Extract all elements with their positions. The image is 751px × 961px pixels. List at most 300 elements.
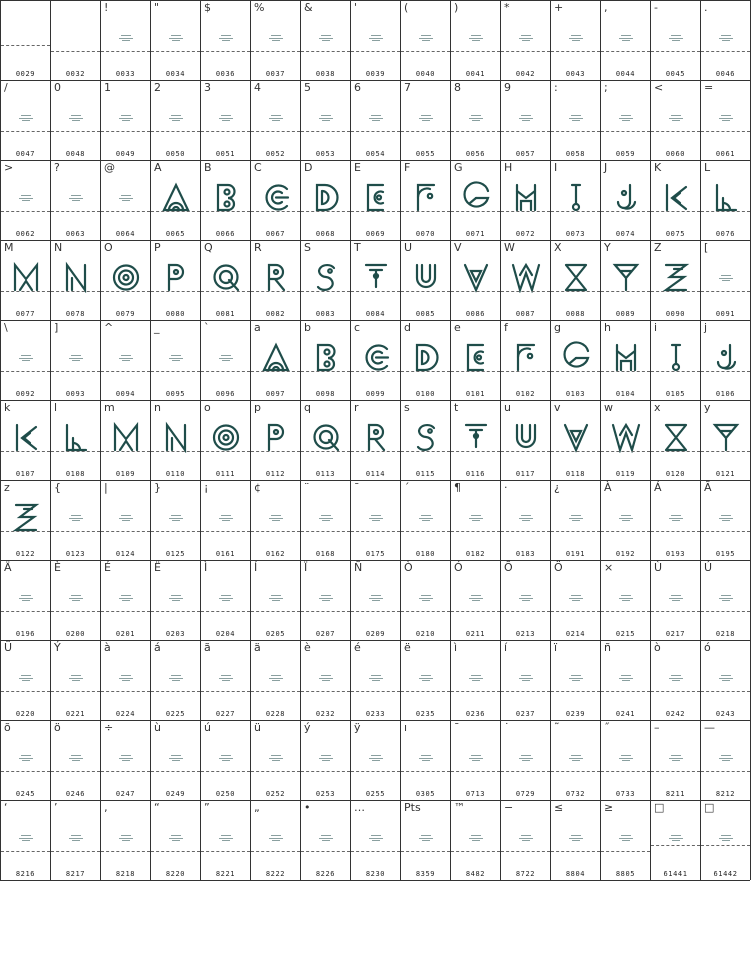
baseline-dash [201, 611, 250, 612]
baseline-dash [451, 771, 500, 772]
character-label: O [104, 241, 113, 254]
character-code: 0252 [265, 790, 286, 798]
baseline-dash [501, 131, 550, 132]
character-code: 0099 [365, 390, 386, 398]
character-code: 0038 [315, 70, 336, 78]
baseline-dash [351, 771, 400, 772]
character-code: 0227 [215, 710, 236, 718]
character-label: W [504, 241, 515, 254]
missing-glyph-placeholder [68, 354, 84, 364]
character-label: Ü [4, 641, 13, 654]
character-label: ” [204, 801, 210, 814]
glyph-preview [260, 181, 292, 213]
character-code: 0732 [565, 790, 586, 798]
glyph-cell [150, 160, 200, 240]
character-code: 0084 [365, 310, 386, 318]
character-code: 0203 [165, 630, 186, 638]
character-label: ( [404, 1, 409, 14]
baseline-dash [101, 371, 150, 372]
character-code: 0088 [565, 310, 586, 318]
missing-glyph-placeholder [218, 674, 234, 684]
character-code: 0125 [165, 550, 186, 558]
missing-glyph-placeholder [118, 514, 134, 524]
glyph-cell [700, 0, 750, 80]
glyph-preview [10, 501, 42, 533]
character-label: , [604, 1, 608, 14]
baseline-dash [551, 851, 600, 852]
glyph-preview [610, 421, 642, 453]
baseline-dash [351, 851, 400, 852]
character-code: 0228 [265, 710, 286, 718]
character-code: 0121 [715, 470, 736, 478]
glyph-cell [600, 800, 650, 881]
glyph-cell [150, 720, 200, 800]
character-label: ú [204, 721, 211, 734]
character-label: e [454, 321, 461, 334]
glyph-preview [660, 341, 692, 373]
glyph-preview [160, 261, 192, 293]
character-label: R [254, 241, 262, 254]
character-code: 0204 [215, 630, 236, 638]
glyph-cell [350, 80, 400, 160]
missing-glyph-placeholder [468, 114, 484, 124]
glyph-preview [510, 341, 542, 373]
baseline-dash [451, 851, 500, 852]
character-label: ‚ [104, 801, 108, 814]
baseline-dash [101, 771, 150, 772]
character-label: : [554, 81, 558, 94]
character-label: Ï [304, 561, 308, 574]
glyph-cell [350, 720, 400, 800]
character-label: ‘ [4, 801, 8, 814]
character-label: − [504, 801, 514, 814]
glyph-cell [450, 320, 500, 400]
character-code: 0034 [165, 70, 186, 78]
glyph-preview [310, 341, 342, 373]
baseline-dash [351, 371, 400, 372]
missing-glyph-placeholder [368, 594, 384, 604]
character-code: 0237 [515, 710, 536, 718]
glyph-cell [150, 240, 200, 320]
glyph-cell [250, 320, 300, 400]
character-code: 0049 [115, 150, 136, 158]
baseline-dash [651, 51, 700, 52]
character-label: @ [104, 161, 115, 174]
character-label: y [704, 401, 711, 414]
character-label: H [504, 161, 513, 174]
baseline-dash [401, 51, 450, 52]
glyph-cell [250, 80, 300, 160]
baseline-dash [401, 291, 450, 292]
character-code: 0101 [465, 390, 486, 398]
glyph-cell [500, 240, 550, 320]
character-code: 0080 [165, 310, 186, 318]
glyph-cell [350, 640, 400, 720]
baseline-dash [601, 211, 650, 212]
character-label: Ã [704, 481, 712, 494]
baseline-dash [601, 371, 650, 372]
character-label: Ñ [354, 561, 363, 574]
character-code: 0113 [315, 470, 336, 478]
glyph-preview [710, 421, 742, 453]
baseline-dash [151, 51, 200, 52]
character-label: v [554, 401, 561, 414]
character-label: $ [204, 1, 211, 14]
missing-glyph-placeholder [268, 594, 284, 604]
baseline-dash [501, 691, 550, 692]
character-label: 9 [504, 81, 511, 94]
missing-glyph-placeholder [618, 834, 634, 844]
missing-glyph-placeholder [468, 514, 484, 524]
glyph-cell [450, 160, 500, 240]
glyph-cell [600, 80, 650, 160]
baseline-dash [101, 51, 150, 52]
glyph-cell [300, 560, 350, 640]
baseline-dash [1, 131, 50, 132]
glyph-preview [160, 181, 192, 213]
character-label: ÿ [354, 721, 361, 734]
character-code: 0087 [515, 310, 536, 318]
glyph-cell [50, 400, 100, 480]
character-code: 0060 [665, 150, 686, 158]
character-label: d [404, 321, 411, 334]
baseline-dash [101, 291, 150, 292]
glyph-cell [700, 240, 750, 320]
missing-glyph-placeholder [18, 354, 34, 364]
missing-glyph-placeholder [518, 754, 534, 764]
baseline-dash [701, 451, 750, 452]
glyph-preview [360, 181, 392, 213]
missing-glyph-placeholder [168, 354, 184, 364]
missing-glyph-placeholder [118, 594, 134, 604]
missing-glyph-placeholder [468, 34, 484, 44]
missing-glyph-placeholder [368, 754, 384, 764]
character-code: 8217 [65, 870, 86, 878]
character-label: “ [154, 801, 160, 814]
character-label: / [4, 81, 8, 94]
missing-glyph-placeholder [118, 674, 134, 684]
character-code: 0242 [665, 710, 686, 718]
baseline-dash [501, 291, 550, 292]
missing-glyph-placeholder [718, 674, 734, 684]
character-code: 0089 [615, 310, 636, 318]
character-code: 8221 [215, 870, 236, 878]
glyph-cell [700, 720, 750, 800]
character-label: A [154, 161, 162, 174]
character-label: . [704, 1, 708, 14]
missing-glyph-placeholder [218, 754, 234, 764]
character-code: 0040 [415, 70, 436, 78]
glyph-cell [650, 720, 700, 800]
glyph-cell [50, 720, 100, 800]
character-code: 8359 [415, 870, 436, 878]
missing-glyph-placeholder [568, 754, 584, 764]
baseline-dash [451, 531, 500, 532]
glyph-cell [650, 80, 700, 160]
character-label: Ì [204, 561, 208, 574]
missing-glyph-placeholder [68, 594, 84, 604]
character-label: C [254, 161, 262, 174]
missing-glyph-placeholder [218, 594, 234, 604]
character-code: 0107 [15, 470, 36, 478]
glyph-cell [100, 640, 150, 720]
character-code: 0067 [265, 230, 286, 238]
character-label: ^ [104, 321, 114, 334]
missing-glyph-placeholder [168, 594, 184, 604]
character-label: t [454, 401, 459, 414]
glyph-cell [650, 240, 700, 320]
character-label: é [354, 641, 361, 654]
glyph-cell [550, 560, 600, 640]
character-code: 0037 [265, 70, 286, 78]
missing-glyph-placeholder [318, 834, 334, 844]
character-code: 0123 [65, 550, 86, 558]
character-label: G [454, 161, 463, 174]
glyph-cell [300, 80, 350, 160]
baseline-dash [351, 611, 400, 612]
baseline-dash [201, 371, 250, 372]
character-label: _ [154, 321, 160, 334]
character-label: + [554, 1, 564, 14]
character-code: 0073 [565, 230, 586, 238]
glyph-cell [200, 720, 250, 800]
glyph-preview [110, 261, 142, 293]
baseline-dash [701, 845, 750, 846]
baseline-dash [1, 291, 50, 292]
missing-glyph-placeholder [418, 594, 434, 604]
glyph-preview [460, 261, 492, 293]
character-code: 0109 [115, 470, 136, 478]
glyph-preview [10, 261, 42, 293]
character-label: ä [254, 641, 261, 654]
missing-glyph-placeholder [368, 114, 384, 124]
glyph-cell [350, 800, 400, 881]
baseline-dash [601, 451, 650, 452]
glyph-cell [150, 560, 200, 640]
character-label: x [654, 401, 661, 414]
glyph-preview [510, 261, 542, 293]
character-code: 0095 [165, 390, 186, 398]
glyph-preview [660, 181, 692, 213]
character-code: 61442 [713, 870, 738, 878]
glyph-cell [500, 720, 550, 800]
character-label: ≥ [604, 801, 614, 814]
character-label: f [504, 321, 508, 334]
character-code: 0039 [365, 70, 386, 78]
character-label: õ [4, 721, 11, 734]
glyph-cell [550, 480, 600, 560]
character-label: ] [54, 321, 59, 334]
baseline-dash [51, 291, 100, 292]
character-code: 0210 [415, 630, 436, 638]
character-code: 0182 [465, 550, 486, 558]
character-code: 8804 [565, 870, 586, 878]
missing-glyph-placeholder [418, 34, 434, 44]
character-label: J [604, 161, 608, 174]
baseline-dash [601, 291, 650, 292]
character-code: 0055 [415, 150, 436, 158]
missing-glyph-placeholder [218, 114, 234, 124]
missing-glyph-placeholder [418, 834, 434, 844]
character-label: - [654, 1, 658, 14]
character-code: 0247 [115, 790, 136, 798]
baseline-dash [401, 691, 450, 692]
glyph-cell [650, 800, 700, 881]
character-label: è [304, 641, 311, 654]
character-code: 0056 [465, 150, 486, 158]
glyph-cell [100, 720, 150, 800]
character-label: ˜ [554, 721, 560, 734]
glyph-preview [660, 421, 692, 453]
missing-glyph-placeholder [518, 834, 534, 844]
glyph-cell [200, 800, 250, 881]
missing-glyph-placeholder [268, 834, 284, 844]
character-code: 0112 [265, 470, 286, 478]
character-code: 0059 [615, 150, 636, 158]
character-code: 0213 [515, 630, 536, 638]
baseline-dash [551, 371, 600, 372]
missing-glyph-placeholder [668, 754, 684, 764]
character-code: 0117 [515, 470, 536, 478]
baseline-dash [601, 771, 650, 772]
glyph-cell [150, 400, 200, 480]
baseline-dash [151, 851, 200, 852]
character-code: 0078 [65, 310, 86, 318]
baseline-dash [151, 291, 200, 292]
missing-glyph-placeholder [68, 754, 84, 764]
glyph-preview [310, 261, 342, 293]
character-label: ' [354, 1, 358, 14]
glyph-cell [600, 320, 650, 400]
character-code: 0066 [215, 230, 236, 238]
character-code: 0161 [215, 550, 236, 558]
missing-glyph-placeholder [268, 34, 284, 44]
character-label: " [154, 1, 160, 14]
glyph-preview [460, 341, 492, 373]
glyph-cell [50, 480, 100, 560]
missing-glyph-placeholder [468, 834, 484, 844]
glyph-cell [500, 400, 550, 480]
character-code: 0106 [715, 390, 736, 398]
glyph-cell [50, 560, 100, 640]
glyph-preview [410, 341, 442, 373]
baseline-dash [1, 45, 50, 46]
glyph-cell [200, 400, 250, 480]
missing-glyph-placeholder [618, 114, 634, 124]
baseline-dash [51, 51, 100, 52]
glyph-cell [200, 160, 250, 240]
character-code: 0211 [465, 630, 486, 638]
character-label: i [654, 321, 658, 334]
glyph-cell [500, 480, 550, 560]
glyph-cell [500, 800, 550, 881]
missing-glyph-placeholder [218, 34, 234, 44]
character-label: ¿ [554, 481, 560, 494]
character-code: 0218 [715, 630, 736, 638]
baseline-dash [701, 531, 750, 532]
baseline-dash [701, 51, 750, 52]
character-label: T [354, 241, 361, 254]
baseline-dash [301, 51, 350, 52]
character-label: ì [454, 641, 458, 654]
character-label: { [54, 481, 61, 494]
character-label: B [204, 161, 212, 174]
character-code: 0733 [615, 790, 636, 798]
glyph-cell [650, 160, 700, 240]
missing-glyph-placeholder [468, 674, 484, 684]
glyph-cell [250, 160, 300, 240]
character-code: 0115 [415, 470, 436, 478]
baseline-dash [651, 131, 700, 132]
character-code: 0116 [465, 470, 486, 478]
character-code: 0239 [565, 710, 586, 718]
character-code: 0061 [715, 150, 736, 158]
glyph-cell [200, 0, 250, 80]
glyph-preview [260, 421, 292, 453]
character-label: È [54, 561, 61, 574]
character-code: 0042 [515, 70, 536, 78]
character-code: 0048 [65, 150, 86, 158]
baseline-dash [601, 851, 650, 852]
missing-glyph-placeholder [518, 114, 534, 124]
baseline-dash [151, 131, 200, 132]
baseline-dash [301, 531, 350, 532]
character-code: 0033 [115, 70, 136, 78]
character-label: □ [654, 801, 665, 814]
glyph-cell [300, 160, 350, 240]
character-label: – [654, 721, 660, 734]
character-label: • [304, 801, 311, 814]
glyph-cell [200, 320, 250, 400]
character-label: M [4, 241, 14, 254]
character-label: a [254, 321, 261, 334]
glyph-preview [210, 181, 242, 213]
character-code: 0124 [115, 550, 136, 558]
missing-glyph-placeholder [418, 114, 434, 124]
character-code: 0104 [615, 390, 636, 398]
missing-glyph-placeholder [618, 514, 634, 524]
character-label: \ [4, 321, 8, 334]
baseline-dash [151, 211, 200, 212]
character-code: 0214 [565, 630, 586, 638]
missing-glyph-placeholder [218, 514, 234, 524]
baseline-dash [351, 131, 400, 132]
character-label: ë [404, 641, 411, 654]
baseline-dash [251, 131, 300, 132]
baseline-dash [401, 371, 450, 372]
character-code: 0050 [165, 150, 186, 158]
character-label: Y [604, 241, 611, 254]
glyph-cell [250, 0, 300, 80]
baseline-dash [151, 451, 200, 452]
glyph-cell [300, 480, 350, 560]
character-label: ˝ [604, 721, 610, 734]
missing-glyph-placeholder [668, 114, 684, 124]
missing-glyph-placeholder [68, 674, 84, 684]
glyph-cell [500, 160, 550, 240]
baseline-dash [451, 611, 500, 612]
glyph-cell [300, 720, 350, 800]
baseline-dash [301, 451, 350, 452]
missing-glyph-placeholder [318, 114, 334, 124]
glyph-cell [700, 480, 750, 560]
baseline-dash [551, 691, 600, 692]
missing-glyph-placeholder [168, 754, 184, 764]
glyph-cell [100, 0, 150, 80]
missing-glyph-placeholder [318, 514, 334, 524]
character-code: 0071 [465, 230, 486, 238]
glyph-cell [300, 400, 350, 480]
